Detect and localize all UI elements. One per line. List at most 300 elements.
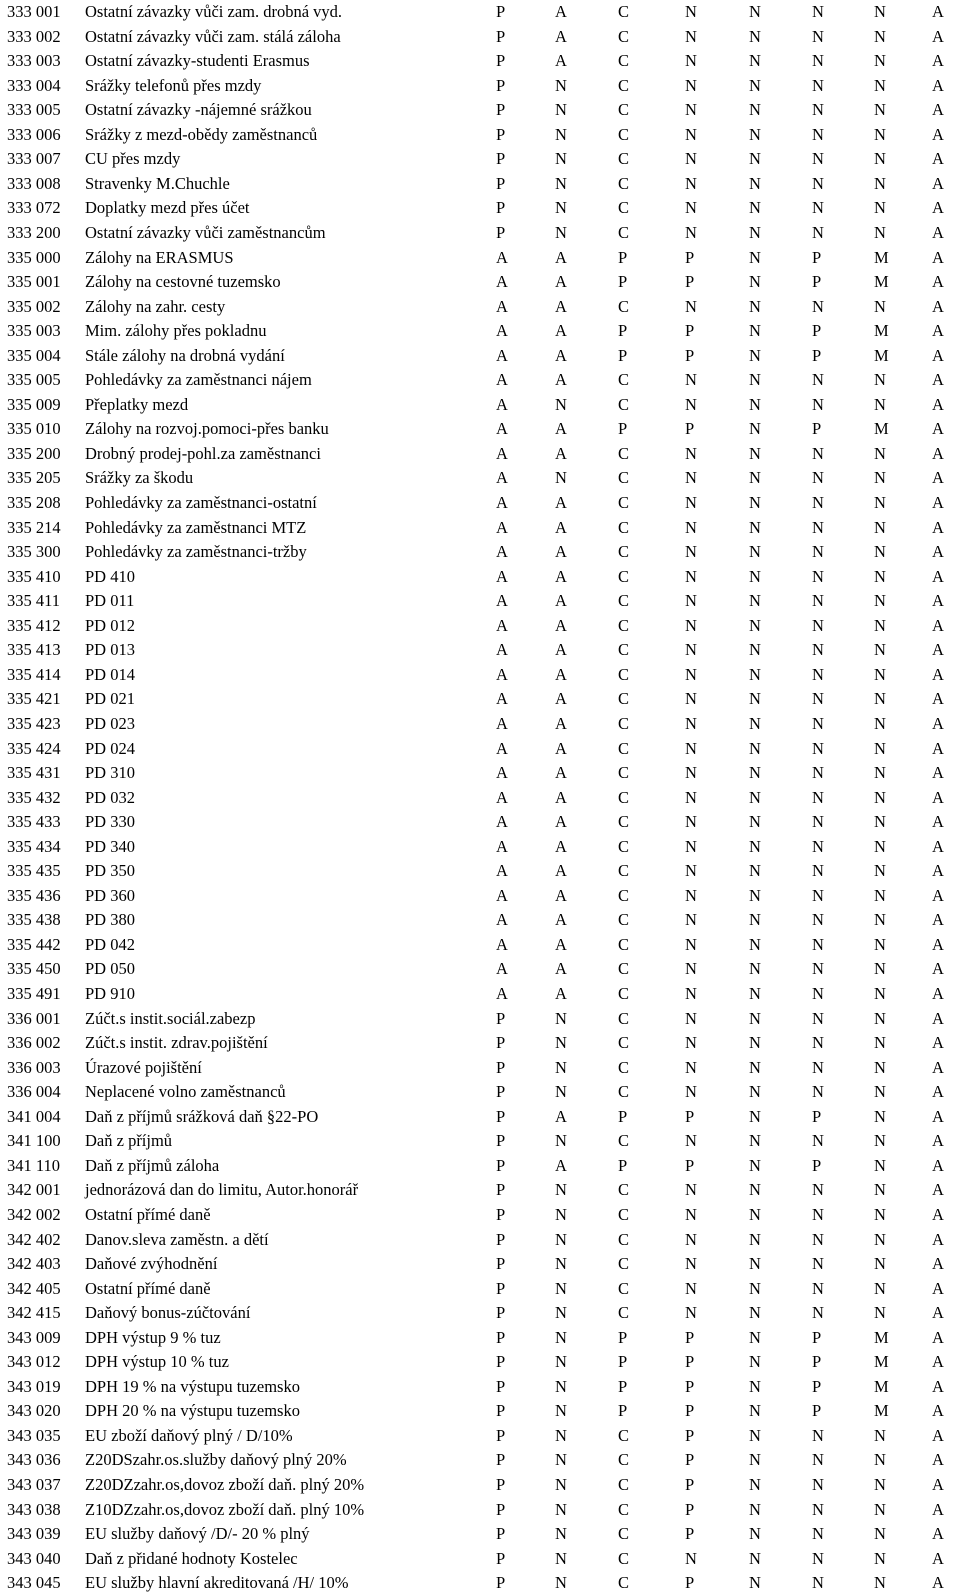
flag-cell: A — [496, 885, 508, 905]
flag-cell: A — [932, 1155, 944, 1175]
flag-cell: N — [812, 861, 824, 881]
flag-cell: A — [932, 738, 944, 758]
account-description: PD 011 — [85, 591, 135, 611]
flag-cell: N — [874, 738, 886, 758]
flag-cell: N — [555, 75, 567, 95]
flag-cell: N — [749, 1376, 761, 1396]
flag-cell: A — [932, 787, 944, 807]
account-number: 343 036 — [7, 1450, 61, 1470]
flag-cell: N — [874, 787, 886, 807]
flag-cell: C — [618, 664, 630, 684]
flag-cell: N — [812, 885, 824, 905]
account-number: 335 208 — [7, 493, 61, 512]
flag-cell: N — [685, 51, 697, 71]
flag-cell: C — [618, 1573, 630, 1593]
flag-cell: N — [874, 1425, 886, 1445]
flag-cell: N — [749, 1131, 761, 1151]
account-description: Pohledávky za zaměstnanci-ostatní — [85, 493, 317, 512]
flag-cell: C — [618, 812, 630, 832]
flag-cell: A — [932, 321, 944, 341]
flag-cell: N — [685, 861, 697, 881]
table-row — [0, 417, 960, 441]
account-description: PD 050 — [85, 959, 135, 979]
flag-cell: N — [812, 566, 824, 586]
flag-cell: N — [874, 1254, 886, 1274]
flag-cell: C — [618, 566, 630, 586]
account-number: 333 006 — [7, 124, 61, 144]
flag-cell: P — [812, 1155, 822, 1175]
flag-cell: A — [932, 1008, 944, 1028]
flag-cell: C — [618, 861, 630, 881]
flag-cell: N — [555, 124, 567, 144]
flag-cell: N — [555, 1229, 567, 1249]
account-description: Daň z přidané hodnoty Kostelec — [85, 1548, 298, 1568]
account-number: 336 004 — [7, 1082, 61, 1102]
flag-cell: N — [874, 1548, 886, 1568]
flag-cell: N — [812, 689, 824, 709]
account-number: 342 405 — [7, 1278, 61, 1298]
flag-cell: N — [812, 1008, 824, 1028]
flag-cell: N — [812, 1499, 824, 1519]
account-number: 333 001 — [7, 2, 61, 21]
flag-cell: C — [618, 1229, 630, 1249]
flag-cell: N — [685, 468, 697, 488]
flag-cell: C — [618, 1180, 630, 1200]
flag-cell: N — [874, 1204, 886, 1224]
flag-cell: N — [812, 1082, 824, 1102]
table-row — [0, 516, 960, 540]
account-number: 343 012 — [7, 1352, 61, 1372]
flag-cell: A — [932, 1082, 944, 1102]
flag-cell: N — [749, 713, 761, 733]
flag-cell: A — [555, 689, 567, 709]
table-row — [0, 933, 960, 957]
flag-cell: N — [555, 1499, 567, 1519]
table-row — [0, 319, 960, 343]
flag-cell: P — [496, 1524, 506, 1544]
flag-cell: C — [618, 1475, 630, 1494]
flag-cell: N — [749, 984, 761, 1003]
flag-cell: P — [496, 1401, 506, 1421]
table-row — [0, 957, 960, 981]
flag-cell: C — [618, 1499, 630, 1519]
flag-cell: N — [749, 1057, 761, 1077]
flag-cell: A — [496, 934, 508, 954]
flag-cell: P — [496, 1475, 506, 1494]
flag-cell: C — [618, 787, 630, 807]
account-description: Stále zálohy na drobná vydání — [85, 345, 285, 365]
account-description: Ostatní přímé daně — [85, 1204, 211, 1224]
flag-cell: A — [932, 493, 944, 512]
flag-cell: P — [496, 1352, 506, 1372]
flag-cell: N — [812, 959, 824, 979]
flag-cell: A — [932, 934, 944, 954]
flag-cell: N — [812, 1475, 824, 1494]
flag-cell: P — [496, 1548, 506, 1568]
flag-cell: N — [749, 934, 761, 954]
flag-cell: N — [874, 615, 886, 635]
flag-cell: C — [618, 1254, 630, 1274]
table-row — [0, 344, 960, 368]
flag-cell: A — [555, 591, 567, 611]
account-description: PD 910 — [85, 984, 135, 1003]
flag-cell: N — [749, 1254, 761, 1274]
account-number: 333 008 — [7, 173, 61, 193]
flag-cell: C — [618, 198, 630, 218]
flag-cell: P — [496, 1425, 506, 1445]
table-row — [0, 638, 960, 662]
account-description: Z20DSzahr.os.služby daňový plný 20% — [85, 1450, 347, 1470]
account-description: PD 014 — [85, 664, 135, 684]
flag-cell: N — [749, 1450, 761, 1470]
account-description: Pohledávky za zaměstnanci nájem — [85, 370, 312, 390]
flag-cell: N — [685, 1303, 697, 1323]
flag-cell: N — [812, 1548, 824, 1568]
flag-cell: A — [496, 615, 508, 635]
account-description: PD 330 — [85, 812, 135, 832]
flag-cell: A — [555, 2, 567, 21]
flag-cell: M — [874, 247, 889, 267]
flag-cell: C — [618, 1082, 630, 1102]
flag-cell: M — [874, 1327, 889, 1347]
flag-cell: N — [749, 1499, 761, 1519]
account-description: Z20DZzahr.os,dovoz zboží daň. plný 20% — [85, 1475, 365, 1494]
account-number: 342 001 — [7, 1180, 61, 1200]
account-number: 335 410 — [7, 566, 61, 586]
flag-cell: C — [618, 149, 630, 169]
flag-cell: C — [618, 75, 630, 95]
flag-cell: A — [932, 51, 944, 71]
flag-cell: N — [749, 173, 761, 193]
flag-cell: N — [812, 443, 824, 463]
table-row — [0, 1473, 960, 1497]
flag-cell: A — [496, 787, 508, 807]
account-description: PD 012 — [85, 615, 135, 635]
flag-cell: C — [618, 2, 630, 21]
account-number: 343 039 — [7, 1524, 61, 1544]
flag-cell: N — [874, 75, 886, 95]
table-row — [0, 393, 960, 417]
table-row — [0, 540, 960, 564]
flag-cell: A — [555, 713, 567, 733]
flag-cell: N — [812, 591, 824, 611]
flag-cell: P — [685, 1499, 695, 1519]
flag-cell: N — [555, 1008, 567, 1028]
flag-cell: N — [812, 787, 824, 807]
account-number: 336 001 — [7, 1008, 61, 1028]
account-number: 335 000 — [7, 247, 61, 267]
flag-cell: C — [618, 738, 630, 758]
flag-cell: N — [555, 1475, 567, 1494]
flag-cell: P — [496, 1229, 506, 1249]
flag-cell: C — [618, 689, 630, 709]
account-description: Z10DZzahr.os,dovoz zboží daň. plný 10% — [85, 1499, 365, 1519]
flag-cell: A — [496, 664, 508, 684]
flag-cell: N — [749, 885, 761, 905]
flag-cell: A — [555, 836, 567, 856]
flag-cell: N — [874, 370, 886, 390]
flag-cell: N — [812, 1254, 824, 1274]
flag-cell: A — [496, 566, 508, 586]
flag-cell: P — [496, 1057, 506, 1077]
account-description: Zúčt.s instit.sociál.zabezp — [85, 1008, 256, 1028]
account-description: PD 024 — [85, 738, 135, 758]
flag-cell: A — [555, 542, 567, 562]
flag-cell: A — [496, 493, 508, 512]
flag-cell: P — [812, 1401, 822, 1421]
flag-cell: A — [932, 689, 944, 709]
flag-cell: N — [812, 100, 824, 120]
flag-cell: N — [685, 1229, 697, 1249]
flag-cell: N — [685, 370, 697, 390]
flag-cell: N — [812, 222, 824, 242]
flag-cell: C — [618, 1425, 630, 1445]
flag-cell: P — [496, 1573, 506, 1593]
flag-cell: N — [749, 738, 761, 758]
flag-cell: N — [749, 26, 761, 46]
flag-cell: N — [749, 1155, 761, 1175]
table-row — [0, 74, 960, 98]
flag-cell: N — [812, 75, 824, 95]
flag-cell: C — [618, 1131, 630, 1151]
flag-cell: A — [932, 222, 944, 242]
table-row — [0, 1228, 960, 1252]
flag-cell: N — [812, 910, 824, 930]
flag-cell: N — [685, 1033, 697, 1053]
flag-cell: A — [555, 787, 567, 807]
flag-cell: N — [685, 640, 697, 660]
flag-cell: A — [555, 885, 567, 905]
account-number: 335 491 — [7, 984, 61, 1003]
account-description: PD 410 — [85, 566, 135, 586]
flag-cell: N — [874, 51, 886, 71]
flag-cell: N — [555, 1376, 567, 1396]
flag-cell: N — [812, 394, 824, 414]
flag-cell: M — [874, 272, 889, 292]
flag-cell: N — [874, 959, 886, 979]
flag-cell: A — [932, 1327, 944, 1347]
flag-cell: N — [874, 812, 886, 832]
flag-cell: A — [932, 1450, 944, 1470]
flag-cell: A — [932, 1425, 944, 1445]
account-number: 343 045 — [7, 1573, 61, 1593]
flag-cell: P — [496, 173, 506, 193]
flag-cell: P — [496, 1254, 506, 1274]
flag-cell: N — [685, 885, 697, 905]
flag-cell: A — [496, 542, 508, 562]
table-row — [0, 0, 960, 24]
account-description: Pohledávky za zaměstnanci-tržby — [85, 542, 307, 562]
account-number: 335 214 — [7, 517, 61, 537]
flag-cell: A — [496, 812, 508, 832]
flag-cell: N — [749, 75, 761, 95]
flag-cell: C — [618, 394, 630, 414]
account-description: DPH 19 % na výstupu tuzemsko — [85, 1376, 300, 1396]
account-number: 335 435 — [7, 861, 61, 881]
flag-cell: P — [618, 345, 628, 365]
flag-cell: P — [618, 247, 628, 267]
flag-cell: N — [874, 1303, 886, 1323]
flag-cell: A — [496, 959, 508, 979]
account-number: 335 442 — [7, 934, 61, 954]
account-description: PD 360 — [85, 885, 135, 905]
flag-cell: A — [932, 75, 944, 95]
flag-cell: N — [812, 812, 824, 832]
flag-cell: N — [874, 713, 886, 733]
flag-cell: N — [749, 1327, 761, 1347]
table-row — [0, 491, 960, 515]
account-number: 335 436 — [7, 885, 61, 905]
flag-cell: C — [618, 124, 630, 144]
flag-cell: A — [932, 1229, 944, 1249]
flag-cell: N — [685, 149, 697, 169]
flag-cell: C — [618, 443, 630, 463]
table-row — [0, 908, 960, 932]
flag-cell: N — [874, 443, 886, 463]
account-description: EU služby hlavní akreditovaná /H/ 10% — [85, 1573, 349, 1593]
flag-cell: N — [555, 1180, 567, 1200]
flag-cell: N — [555, 1548, 567, 1568]
account-number: 336 003 — [7, 1057, 61, 1077]
flag-cell: A — [555, 321, 567, 341]
account-description: Úrazové pojištění — [85, 1057, 202, 1077]
table-row — [0, 1203, 960, 1227]
table-row — [0, 1326, 960, 1350]
flag-cell: N — [749, 1180, 761, 1200]
flag-cell: N — [555, 1524, 567, 1544]
flag-cell: N — [685, 75, 697, 95]
flag-cell: N — [874, 1057, 886, 1077]
flag-cell: N — [555, 1033, 567, 1053]
flag-cell: A — [932, 443, 944, 463]
flag-cell: N — [874, 124, 886, 144]
table-row — [0, 221, 960, 245]
flag-cell: A — [932, 1401, 944, 1421]
table-row — [0, 589, 960, 613]
table-row — [0, 295, 960, 319]
flag-cell: C — [618, 1278, 630, 1298]
account-number: 335 205 — [7, 468, 61, 488]
flag-cell: A — [932, 1204, 944, 1224]
flag-cell: N — [874, 689, 886, 709]
flag-cell: P — [496, 1008, 506, 1028]
table-row — [0, 786, 960, 810]
flag-cell: N — [812, 836, 824, 856]
account-number: 333 005 — [7, 100, 61, 120]
flag-cell: A — [932, 296, 944, 316]
flag-cell: N — [685, 493, 697, 512]
flag-cell: P — [496, 1450, 506, 1470]
table-row — [0, 1031, 960, 1055]
flag-cell: A — [932, 1548, 944, 1568]
table-row — [0, 1375, 960, 1399]
account-description: Daňové zvýhodnění — [85, 1254, 218, 1274]
flag-cell: N — [874, 517, 886, 537]
table-row — [0, 1056, 960, 1080]
flag-cell: N — [685, 566, 697, 586]
flag-cell: N — [749, 640, 761, 660]
account-number: 335 300 — [7, 542, 61, 562]
flag-cell: A — [932, 861, 944, 881]
flag-cell: A — [932, 1352, 944, 1372]
flag-cell: C — [618, 836, 630, 856]
flag-cell: C — [618, 910, 630, 930]
flag-cell: M — [874, 321, 889, 341]
flag-cell: N — [555, 198, 567, 218]
flag-cell: P — [496, 1327, 506, 1347]
flag-cell: P — [496, 1131, 506, 1151]
flag-cell: N — [749, 1278, 761, 1298]
account-description: Srážky za škodu — [85, 468, 194, 488]
account-description: Stravenky M.Chuchle — [85, 173, 230, 193]
flag-cell: N — [555, 1082, 567, 1102]
flag-cell: N — [749, 1475, 761, 1494]
flag-cell: N — [749, 272, 761, 292]
flag-cell: P — [496, 1204, 506, 1224]
flag-cell: A — [932, 1106, 944, 1126]
flag-cell: N — [874, 2, 886, 21]
flag-cell: N — [555, 1425, 567, 1445]
flag-cell: N — [749, 345, 761, 365]
flag-cell: N — [685, 615, 697, 635]
flag-cell: N — [812, 26, 824, 46]
flag-cell: N — [874, 1008, 886, 1028]
flag-cell: N — [685, 1204, 697, 1224]
flag-cell: C — [618, 1450, 630, 1470]
flag-cell: P — [812, 345, 822, 365]
table-row — [0, 737, 960, 761]
account-description: DPH 20 % na výstupu tuzemsko — [85, 1401, 300, 1421]
flag-cell: C — [618, 222, 630, 242]
flag-cell: P — [618, 272, 628, 292]
flag-cell: N — [749, 1401, 761, 1421]
table-row — [0, 1301, 960, 1325]
flag-cell: N — [874, 566, 886, 586]
account-description: PD 340 — [85, 836, 135, 856]
account-description: Doplatky mezd přes účet — [85, 198, 250, 218]
account-description: EU zboží daňový plný / D/10% — [85, 1425, 293, 1445]
flag-cell: P — [812, 1327, 822, 1347]
flag-cell: N — [874, 1106, 886, 1126]
flag-cell: N — [749, 615, 761, 635]
flag-cell: P — [685, 1327, 695, 1347]
flag-cell: A — [932, 640, 944, 660]
account-number: 335 433 — [7, 812, 61, 832]
flag-cell: A — [496, 689, 508, 709]
flag-cell: P — [685, 1573, 695, 1593]
flag-cell: A — [555, 664, 567, 684]
flag-cell: N — [685, 591, 697, 611]
flag-cell: C — [618, 493, 630, 512]
flag-cell: N — [874, 591, 886, 611]
flag-cell: A — [932, 615, 944, 635]
flag-cell: A — [496, 763, 508, 783]
flag-cell: N — [555, 1254, 567, 1274]
flag-cell: N — [685, 517, 697, 537]
flag-cell: A — [555, 517, 567, 537]
flag-cell: N — [874, 910, 886, 930]
account-number: 343 019 — [7, 1376, 61, 1396]
table-row — [0, 1399, 960, 1423]
flag-cell: N — [749, 1352, 761, 1372]
account-description: Srážky telefonů přes mzdy — [85, 75, 262, 95]
flag-cell: N — [812, 713, 824, 733]
account-description: Daň z příjmů srážková daň §22-PO — [85, 1106, 319, 1126]
account-number: 335 009 — [7, 394, 61, 414]
flag-cell: P — [685, 272, 695, 292]
flag-cell: N — [874, 1082, 886, 1102]
flag-cell: N — [749, 296, 761, 316]
